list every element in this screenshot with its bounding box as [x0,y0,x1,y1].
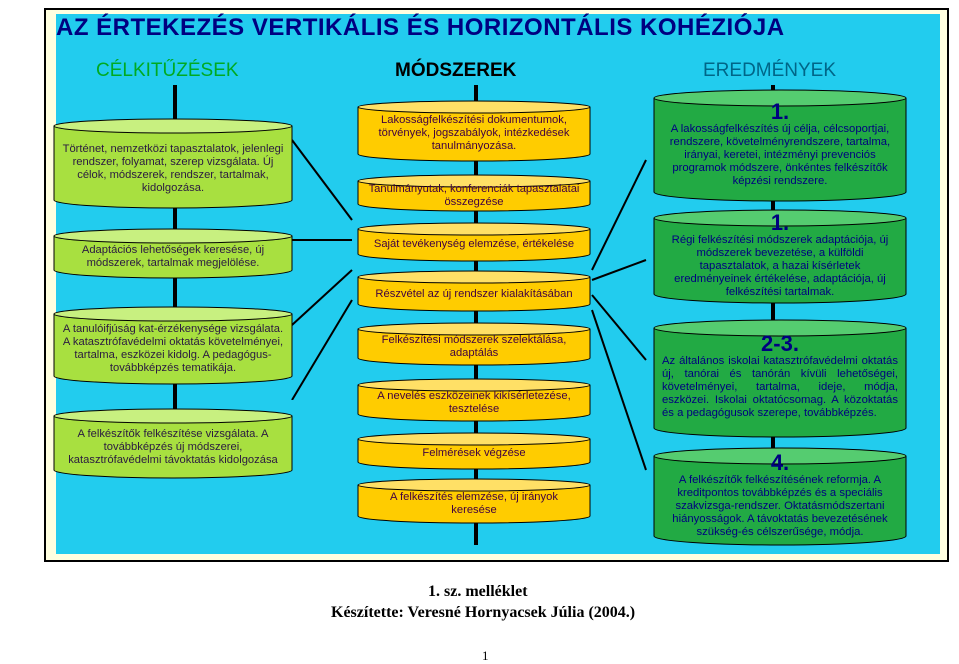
method-cylinder-5 [356,322,592,366]
result-cylinder-1 [652,88,908,202]
result-text-1: A lakosságfelkészítés új célja, célcsoportjai, rendszere, követelményrendszere, tartalma, irányai, keretei, intézményi prevenciós programok módszere, önkéntes felkészítők képzési rendszere. [669,122,891,187]
column-head-methods: MÓDSZEREK [395,60,517,81]
result-body-3 [662,322,898,430]
method-cylinder-8 [356,478,592,524]
result-body-4 [662,450,898,540]
result-cylinder-2 [652,208,908,304]
page-number: 1 [482,648,489,663]
result-cylinder-3 [652,318,908,438]
goal-cylinder-4 [52,408,294,480]
result-body-1 [662,92,898,196]
goal-cylinder-2 [52,228,294,280]
goal-text-2: Adaptációs lehetőségek keresése, új módszerek, tartalmak megjelölése. [81,244,265,269]
divergence-arrows [590,120,650,480]
method-cylinder-3 [356,222,592,262]
column-head-results: EREDMÉNYEK [703,60,837,81]
goal-cylinder-3 [52,306,294,386]
method-text-8: A felkészítés elemzése, új irányok keresése [390,491,558,516]
method-text-2: Tanulmányutak, konferenciák tapasztalatai összegzése [368,182,580,208]
diagram-title: AZ ÉRTEKEZÉS VERTIKÁLIS ÉS HORIZONTÁLIS KOHÉZIÓJA [56,14,785,41]
result-number-3: 2-3. [761,330,799,356]
method-text-4: Részvétel az új rendszer kialakításában [375,287,573,300]
method-text-7: Felmérések végzése [422,447,526,459]
result-text-2: Régi felkészítési módszerek adaptációja, új módszerek bevezetése, a külföldi tapasztalatok, a hazai kísérletek eredményeinek értékelése, adaptációja, új felkészítési tartalmak. [671,233,889,298]
caption-appendix: 1. sz. melléklet [428,583,528,600]
goal-text-3: A tanulóifjúság kat-érzékenysége vizsgálata. A katasztrófavédelmi oktatás követelményei, tartalma, eszközei kidolg. A pedagógus-továbbképzés tematikája. [62,323,284,374]
result-number-2: 1. [770,209,790,235]
result-text-3: Az általános iskolai katasztrófavédelmi oktatás új, tanórai és tanórán kívüli lehetőségei, követelményei, tartalma, ideje, módja, eszközei. Iskolai oktatócsomag. A közoktatás és a pedagógusok szerepe, továbbképzés. [662,354,898,419]
result-number-4: 4. [770,449,790,475]
method-cylinder-2 [356,174,592,212]
column-head-goals: CÉLKITŰZÉSEK [96,60,239,81]
result-cylinder-4 [652,446,908,546]
method-cylinder-1 [356,100,592,162]
method-text-3: Saját tevékenység elemzése, értékelése [373,238,575,250]
method-cylinder-7 [356,432,592,470]
result-body-2 [662,209,898,298]
convergence-arrows [290,110,360,400]
goal-cylinder-1 [52,118,294,212]
method-cylinder-6 [356,378,592,422]
goal-text-1: Történet, nemzetközi tapasztalatok, jelenlegi rendszer, folyamat, szerep vizsgálata. Új célok, módszerek, rendszer, tartalmak, kidolgozása. [62,143,284,194]
result-number-1: 1. [770,98,790,124]
result-text-4: A felkészítők felkészítésének reformja. A kreditpontos továbbképzés és a speciális szakvizsga-rendszer. Oktatásmódszertani hiányosságok. A távoktatás bevezetésének szükség-és célszerűsége, módja. [672,473,888,538]
method-text-1: Lakosságfelkészítési dokumentumok, törvények, jogszabályok, intézkedések tanulmányozása. [378,113,570,152]
caption-author: Készítette: Veresné Hornyacsek Júlia (2004.) [331,604,636,621]
method-text-6: A nevelés eszközeinek kikísérletezése, tesztelése [377,390,571,415]
method-cylinder-4 [356,270,592,312]
method-text-5: Felkészítési módszerek szelektálása, adaptálás [381,334,567,359]
goal-text-4: A felkészítők felkészítése vizsgálata. A továbbképzés új módszerei, katasztrófavédelmi távoktatás kidolgozása [68,427,278,466]
